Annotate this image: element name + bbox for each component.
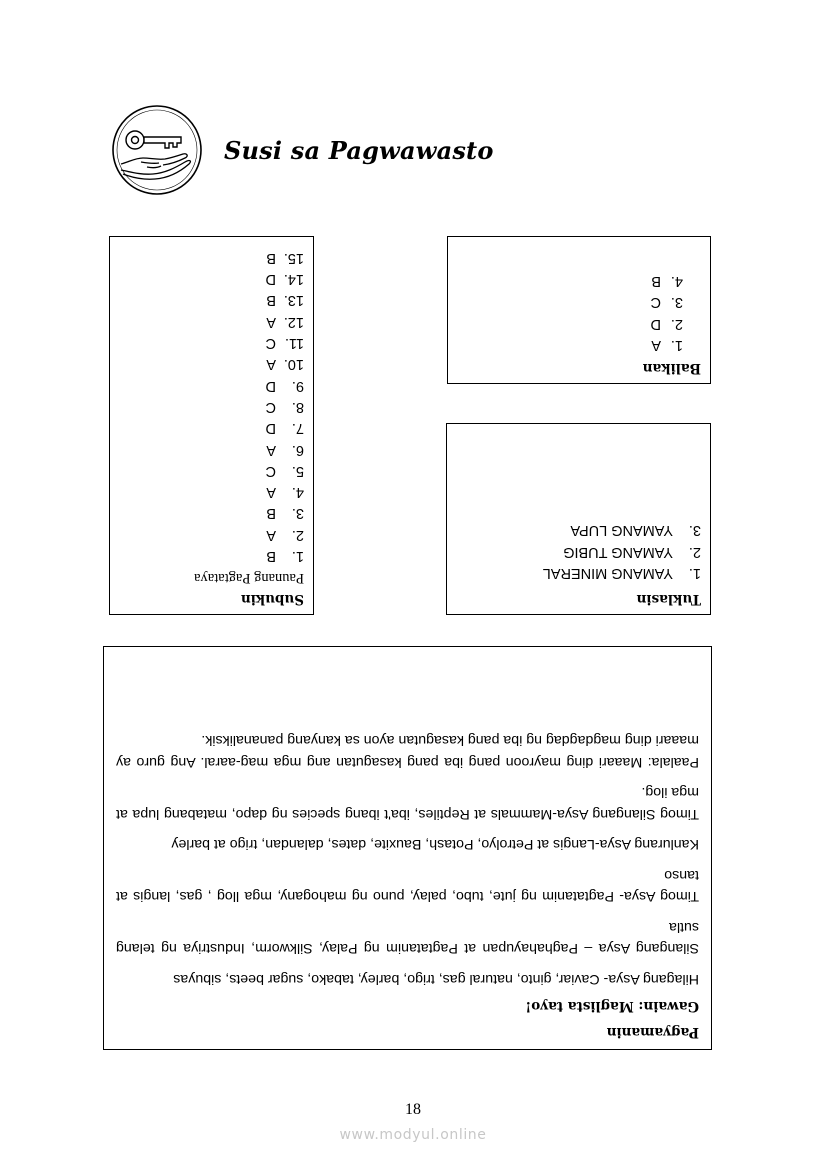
item-number: 1. — [291, 548, 304, 564]
paragraph-silangang-asya: Silangang Asya – Paghahayupan at Pagtatanim ng Palay, Silkworm, Industriya ng telang sutla — [116, 919, 699, 957]
activity-title: Gawain: Maglista tayo! — [525, 998, 699, 1014]
item-number: 2. — [670, 315, 683, 332]
tuklasin-heading: Tuklasin — [636, 591, 701, 607]
paragraph-timog-asya: Timog Asya- Pagtatanim ng jute, tubo, palay, puno ng mahogany, mga llog , gas, langis at tanso — [116, 867, 699, 905]
page-title: Susi sa Pagwawasto — [224, 136, 494, 165]
item-number: 1. — [688, 565, 701, 581]
item-answer: A — [266, 313, 276, 330]
item-number: 1. — [670, 337, 683, 353]
item-answer: D — [265, 420, 276, 437]
item-answer: YAMANG TUBIG — [563, 543, 673, 560]
list-item — [266, 460, 304, 481]
item-number: 2. — [688, 543, 701, 560]
list-item — [266, 374, 304, 395]
item-answer: D — [650, 315, 661, 332]
list-item — [266, 481, 304, 502]
list-item — [266, 396, 304, 417]
item-number: 5. — [291, 462, 304, 479]
subukin-heading: Subukin — [240, 591, 304, 607]
item-number: 8. — [291, 398, 304, 415]
list-item — [266, 502, 304, 523]
item-answer: A — [266, 441, 276, 458]
item-answer: B — [651, 273, 661, 290]
list-item — [266, 247, 304, 268]
paragraph-paalala: Paalala: Maaari ding mayroon pang iba pang kasagutan ang mga mag-aaral. Ang guro ay maaari ding magdagdag ng iba pang kasagutan ayon sa kanyang pananaliksik. — [116, 732, 699, 770]
balikan-box — [447, 236, 711, 384]
paragraph-timog-silangang-asya: Timog Silangang Asya-Mammals at Reptiles, iba't ibang species ng dapo, matabang lupa at mga ilog. — [116, 784, 699, 822]
list-item — [543, 519, 701, 540]
item-number: 11. — [284, 335, 304, 352]
balikan-heading: Balikan — [642, 360, 701, 376]
list-item — [651, 334, 683, 355]
list-item — [266, 417, 304, 438]
item-answer: C — [650, 294, 661, 311]
paragraph-hilagang-asya: Hilagang Asya- Caviar, ginto, natural gas, trigo, barley, tabako, sugar beets, sibuyas — [173, 971, 699, 987]
item-number: 9. — [291, 377, 304, 394]
item-number: 3. — [670, 294, 683, 311]
list-item — [266, 353, 304, 374]
pagyamanin-heading: Pagyamanin — [606, 1024, 699, 1040]
item-answer: YAMANG LUPA — [570, 522, 673, 539]
answer-key-logo — [111, 104, 203, 196]
pagyamanin-box — [103, 646, 712, 1050]
item-number: 12. — [283, 313, 304, 330]
subukin-box — [109, 236, 314, 615]
item-answer: D — [265, 271, 276, 288]
item-number: 10. — [283, 356, 304, 373]
item-answer: A — [266, 526, 276, 543]
subukin-subheading: Paunang Pagtataya — [194, 570, 304, 586]
list-item — [651, 270, 683, 291]
list-item — [543, 540, 701, 561]
item-answer: B — [266, 249, 276, 266]
item-answer: B — [266, 505, 276, 522]
item-number: 4. — [670, 273, 683, 290]
list-item — [266, 289, 304, 310]
item-answer: C — [265, 335, 276, 352]
item-number: 13. — [283, 292, 304, 309]
list-item — [266, 310, 304, 331]
item-number: 14. — [283, 271, 304, 288]
item-answer: A — [266, 356, 276, 373]
list-item — [266, 523, 304, 544]
item-number: 2. — [291, 526, 304, 543]
item-answer: YAMANG MINERAL — [542, 565, 673, 581]
item-answer: B — [266, 548, 276, 564]
list-item — [266, 332, 304, 353]
item-number: 3. — [688, 522, 701, 539]
item-answer: D — [265, 377, 276, 394]
item-answer: A — [266, 484, 276, 501]
item-answer: A — [651, 337, 661, 353]
list-item — [266, 438, 304, 459]
list-item — [266, 545, 304, 566]
item-answer: C — [265, 462, 276, 479]
tuklasin-box — [446, 423, 711, 615]
watermark: www.modyul.online — [339, 1127, 487, 1143]
item-number: 3. — [291, 505, 304, 522]
item-answer: C — [265, 398, 276, 415]
list-item — [266, 268, 304, 289]
list-item — [651, 291, 683, 312]
list-item — [651, 312, 683, 333]
item-number: 15. — [283, 249, 304, 266]
paragraph-kanlurang-asya: Kanlurang Asya-Langis at Petrolyo, Potash, Bauxite, dates, dalandan, trigo at barley — [171, 836, 699, 853]
item-number: 4. — [291, 484, 304, 501]
item-answer: B — [266, 292, 276, 309]
item-number: 7. — [291, 420, 304, 437]
page-number: 18 — [405, 1101, 421, 1118]
item-number: 6. — [291, 441, 304, 458]
list-item — [543, 562, 701, 583]
